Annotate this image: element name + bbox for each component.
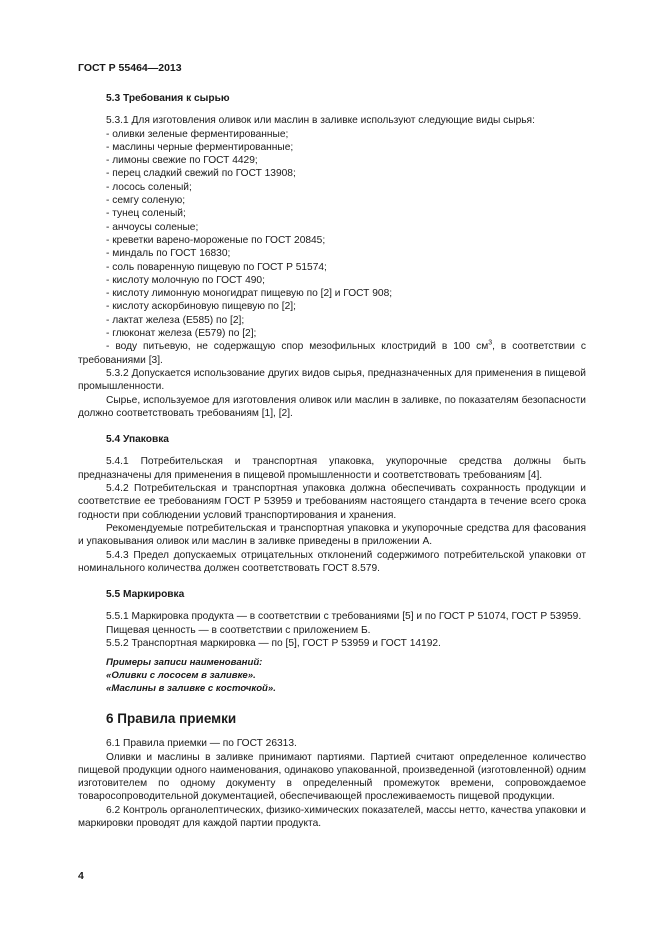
example-item: «Маслины в заливке с косточкой». (106, 683, 276, 695)
list-item: - миндаль по ГОСТ 16830; (106, 248, 231, 260)
paragraph-5-4-1: 5.4.1 Потребительская и транспортная упаковка, укупорочные средства должны быть предназначены для применения в пищевой промышленности и соответствовать требованиям [4]. (78, 456, 586, 481)
section-6-heading: 6 Правила приемки (106, 711, 237, 727)
example-item: «Оливки с лососем в заливке». (106, 670, 256, 682)
list-item: - креветки варено-мороженые по ГОСТ 20845; (106, 234, 326, 246)
paragraph-nutrition: Пищевая ценность — в соответствии с приложением Б. (106, 624, 371, 636)
paragraph-5-5-2: 5.5.2 Транспортная маркировка — по [5], ГОСТ Р 53959 и ГОСТ 14192. (106, 637, 441, 649)
list-item: - кислоту молочную по ГОСТ 490; (106, 274, 265, 286)
paragraph-safety: Сырье, используемое для изготовления оливок или маслин в заливке, по показателям безопасности должно соответствовать требованиям [1], [2]. (78, 394, 586, 419)
paragraph-recommended-packaging: Рекомендуемые потребительская и транспортная упаковка и укупорочные средства для фасования и упаковывания оливок или маслин в заливке приведены в приложении А. (78, 522, 586, 548)
paragraph-6-2: 6.2 Контроль органолептических, физико-химических показателей, массы нетто, качества упаковки и маркировки проводят для каждой партии продукта. (78, 804, 586, 830)
list-item-water (78, 340, 586, 367)
section-5-3-heading: 5.3 Требования к сырью (106, 93, 230, 104)
list-item: - маслины черные ферментированные; (106, 141, 294, 153)
list-item: - лактат железа (Е585) по [2]; (106, 314, 245, 326)
list-item: - кислоту аскорбиновую пищевую по [2]; (106, 301, 296, 313)
document-body (78, 92, 586, 830)
list-item: - лосось соленый; (106, 181, 192, 193)
list-item: - семгу соленую; (106, 195, 186, 207)
paragraph-5-5-1: 5.5.1 Маркировка продукта — в соответствии с требованиями [5] и по ГОСТ Р 51074, ГОСТ Р 53959. (106, 611, 582, 623)
examples-title: Примеры записи наименований: (106, 657, 263, 669)
list-item: - анчоусы соленые; (106, 221, 199, 233)
list-item: - оливки зеленые ферментированные; (106, 128, 289, 140)
paragraph-5-3-2: 5.3.2 Допускается использование других видов сырья, предназначенных для применения в пищевой промышленности. (78, 367, 586, 393)
water-text-sup: 3 (488, 339, 493, 347)
list-item: - соль поваренную пищевую по ГОСТ Р 51574; (106, 261, 327, 273)
section-5-5-heading: 5.5 Маркировка (106, 589, 185, 601)
paragraph-5-4-3: 5.4.3 Предел допускаемых отрицательных отклонений содержимого потребительской упаковки от номинального количества должен соответствовать ГОСТ 8.579. (78, 549, 586, 574)
list-item: - глюконат железа (Е579) по [2]; (106, 328, 257, 340)
list-item: - кислоту лимонную моногидрат пищевую по [2] и ГОСТ 908; (106, 288, 393, 300)
document-header: ГОСТ Р 55464—2013 (78, 62, 182, 74)
list-item: - тунец соленый; (106, 208, 186, 220)
section-5-4-heading: 5.4 Упаковка (106, 434, 169, 446)
water-text-b: , в соответствии с требованиями [3]. (78, 341, 586, 366)
paragraph-5-3-1: 5.3.1 Для изготовления оливок или маслин в заливке используют следующие виды сырья: (106, 115, 535, 127)
list-item: - лимоны свежие по ГОСТ 4429; (106, 155, 258, 167)
paragraph-6-1: 6.1 Правила приемки — по ГОСТ 26313. (106, 738, 297, 750)
list-item: - перец сладкий свежий по ГОСТ 13908; (106, 168, 296, 180)
water-text-a: - воду питьевую, не содержащую спор мезофильных клостридий в 100 см (106, 341, 489, 353)
page-number: 4 (78, 870, 84, 882)
raw-materials-list (78, 128, 586, 367)
paragraph-5-4-2: 5.4.2 Потребительская и транспортная упаковка должна обеспечивать сохранность продукции и соответствие ее требованиям ГОСТ Р 53959 и требованиям настоящего стандарта в течение всего срока годности при соблюдении условий транспортирования и хранения. (78, 483, 586, 521)
paragraph-batch: Оливки и маслины в заливке принимают партиями. Партией считают определенное количество пищевой продукции одного наименования, одинаково упакованной, произведенной (изготовленной) одним изготовителем по одному документу в определенный промежуток времени, сопровождаемое товаросопроводительной документацией, обеспечивающей прослеживаемость пищевой продукции. (78, 751, 586, 803)
